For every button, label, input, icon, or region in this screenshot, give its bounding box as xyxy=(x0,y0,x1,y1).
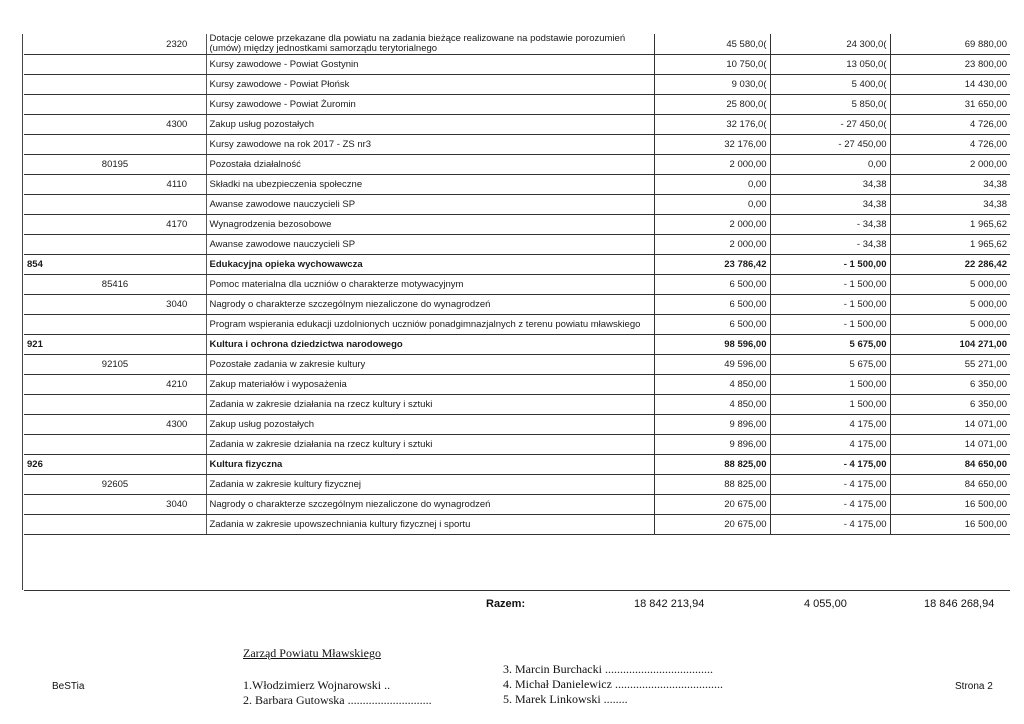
table-row xyxy=(24,275,1010,295)
chapter-code: 85416 xyxy=(82,275,148,295)
plan-value: 23 786,42 xyxy=(654,255,770,275)
total-label: Razem: xyxy=(486,598,526,610)
chapter-code xyxy=(82,455,148,475)
plan-value: 49 596,00 xyxy=(654,355,770,375)
section-code: 926 xyxy=(24,455,82,475)
change-value: - 1 500,00 xyxy=(770,315,890,335)
plan-value: 9 030,0( xyxy=(654,75,770,95)
chapter-code xyxy=(82,175,148,195)
board-title: Zarząd Powiatu Mławskiego xyxy=(243,646,381,660)
chapter-code xyxy=(82,495,148,515)
paragraph-code xyxy=(148,475,206,495)
table-row xyxy=(24,195,1010,215)
description-cell: Kultura fizyczna xyxy=(206,455,654,475)
chapter-code xyxy=(82,34,148,55)
paragraph-code: 4300 xyxy=(148,415,206,435)
plan-value: 2 000,00 xyxy=(654,155,770,175)
signatory-5: 5. Marek Linkowski ........ xyxy=(503,692,628,706)
paragraph-code xyxy=(148,315,206,335)
change-value: 5 675,00 xyxy=(770,335,890,355)
section-code xyxy=(24,515,82,535)
change-value: 0,00 xyxy=(770,155,890,175)
change-value: - 34,38 xyxy=(770,215,890,235)
after-change-value: 14 071,00 xyxy=(890,415,1010,435)
table-row xyxy=(24,175,1010,195)
description-cell: Wynagrodzenia bezosobowe xyxy=(206,215,654,235)
section-code xyxy=(24,395,82,415)
after-change-value: 4 726,00 xyxy=(890,135,1010,155)
plan-value: 2 000,00 xyxy=(654,235,770,255)
chapter-code xyxy=(82,515,148,535)
after-change-value: 1 965,62 xyxy=(890,215,1010,235)
paragraph-code xyxy=(148,395,206,415)
paragraph-code: 3040 xyxy=(148,495,206,515)
after-change-value: 69 880,00 xyxy=(890,34,1010,55)
chapter-code xyxy=(82,235,148,255)
chapter-code xyxy=(82,375,148,395)
after-change-value: 34,38 xyxy=(890,195,1010,215)
description-cell: Zadania w zakresie działania na rzecz kultury i sztuki xyxy=(206,395,654,415)
page-number: Strona 2 xyxy=(955,681,993,692)
description-cell: Zakup usług pozostałych xyxy=(206,415,654,435)
section-code: 921 xyxy=(24,335,82,355)
plan-value: 32 176,00 xyxy=(654,135,770,155)
paragraph-code xyxy=(148,235,206,255)
chapter-code xyxy=(82,215,148,235)
signatory-3: 3. Marcin Burchacki .................................... xyxy=(503,662,713,676)
section-code xyxy=(24,415,82,435)
description-cell: Kursy zawodowe na rok 2017 - ZS nr3 xyxy=(206,135,654,155)
after-change-value: 5 000,00 xyxy=(890,295,1010,315)
signatory-1: 1.Włodzimierz Wojnarowski .. xyxy=(243,678,391,692)
description-cell: Zadania w zakresie działania na rzecz kultury i sztuki xyxy=(206,435,654,455)
description-cell: Zadania w zakresie upowszechniania kultury fizycznej i sportu xyxy=(206,515,654,535)
description-cell: Kursy zawodowe - Powiat Żuromin xyxy=(206,95,654,115)
plan-value: 20 675,00 xyxy=(654,515,770,535)
section-code xyxy=(24,355,82,375)
chapter-code: 80195 xyxy=(82,155,148,175)
plan-value: 6 500,00 xyxy=(654,315,770,335)
change-value: 5 675,00 xyxy=(770,355,890,375)
section-code xyxy=(24,34,82,55)
plan-value: 0,00 xyxy=(654,175,770,195)
table-row xyxy=(24,375,1010,395)
after-change-value: 5 000,00 xyxy=(890,275,1010,295)
paragraph-code: 4300 xyxy=(148,115,206,135)
chapter-code xyxy=(82,415,148,435)
section-code xyxy=(24,235,82,255)
description-cell: Program wspierania edukacji uzdolnionych uczniów ponadgimnazjalnych z terenu powiatu mławskiego xyxy=(206,315,654,335)
table-row xyxy=(24,135,1010,155)
chapter-code xyxy=(82,335,148,355)
signatory-2: 2. Barbara Gutowska ............................ xyxy=(243,693,432,707)
change-value: - 27 450,0( xyxy=(770,115,890,135)
plan-value: 25 800,0( xyxy=(654,95,770,115)
chapter-code xyxy=(82,255,148,275)
table-row xyxy=(24,235,1010,255)
change-value: - 4 175,00 xyxy=(770,495,890,515)
change-value: 4 175,00 xyxy=(770,415,890,435)
section-code xyxy=(24,315,82,335)
section-code xyxy=(24,195,82,215)
change-value: 5 850,0( xyxy=(770,95,890,115)
section-code xyxy=(24,115,82,135)
section-code xyxy=(24,155,82,175)
chapter-code: 92105 xyxy=(82,355,148,375)
after-change-value: 14 430,00 xyxy=(890,75,1010,95)
paragraph-code xyxy=(148,135,206,155)
after-change-value: 5 000,00 xyxy=(890,315,1010,335)
paragraph-code xyxy=(148,255,206,275)
change-value: - 1 500,00 xyxy=(770,295,890,315)
after-change-value: 2 000,00 xyxy=(890,155,1010,175)
signatory-4: 4. Michał Danielewicz .................................... xyxy=(503,677,723,691)
section-code xyxy=(24,375,82,395)
paragraph-code xyxy=(148,515,206,535)
plan-value: 88 825,00 xyxy=(654,455,770,475)
chapter-code xyxy=(82,315,148,335)
plan-value: 0,00 xyxy=(654,195,770,215)
chapter-code xyxy=(82,115,148,135)
after-change-value: 14 071,00 xyxy=(890,435,1010,455)
chapter-code xyxy=(82,135,148,155)
table-row xyxy=(24,295,1010,315)
section-code xyxy=(24,275,82,295)
after-change-value: 34,38 xyxy=(890,175,1010,195)
plan-value: 32 176,0( xyxy=(654,115,770,135)
after-change-value: 22 286,42 xyxy=(890,255,1010,275)
description-cell: Zakup usług pozostałych xyxy=(206,115,654,135)
paragraph-code xyxy=(148,455,206,475)
section-code xyxy=(24,295,82,315)
change-value: 34,38 xyxy=(770,175,890,195)
table-row xyxy=(24,215,1010,235)
paragraph-code xyxy=(148,435,206,455)
description-cell: Awanse zawodowe nauczycieli SP xyxy=(206,235,654,255)
plan-value: 9 896,00 xyxy=(654,435,770,455)
section-code xyxy=(24,135,82,155)
paragraph-code xyxy=(148,75,206,95)
change-value: 24 300,0( xyxy=(770,34,890,55)
after-change-value: 16 500,00 xyxy=(890,515,1010,535)
paragraph-code xyxy=(148,155,206,175)
description-cell: Pomoc materialna dla uczniów o charakterze motywacyjnym xyxy=(206,275,654,295)
paragraph-code: 4170 xyxy=(148,215,206,235)
change-value: - 4 175,00 xyxy=(770,475,890,495)
description-cell: Zakup materiałów i wyposażenia xyxy=(206,375,654,395)
after-change-value: 16 500,00 xyxy=(890,495,1010,515)
paragraph-code xyxy=(148,95,206,115)
table-row xyxy=(24,34,1010,55)
change-value: - 34,38 xyxy=(770,235,890,255)
change-value: - 4 175,00 xyxy=(770,515,890,535)
chapter-code: 92605 xyxy=(82,475,148,495)
chapter-code xyxy=(82,55,148,75)
plan-value: 88 825,00 xyxy=(654,475,770,495)
plan-value: 98 596,00 xyxy=(654,335,770,355)
description-cell: Kursy zawodowe - Powiat Płońsk xyxy=(206,75,654,95)
table-row xyxy=(24,155,1010,175)
chapter-code xyxy=(82,395,148,415)
plan-value: 6 500,00 xyxy=(654,295,770,315)
table-row xyxy=(24,455,1010,475)
paragraph-code: 3040 xyxy=(148,295,206,315)
plan-value: 4 850,00 xyxy=(654,375,770,395)
after-change-value: 31 650,00 xyxy=(890,95,1010,115)
plan-value: 6 500,00 xyxy=(654,275,770,295)
after-change-value: 84 650,00 xyxy=(890,475,1010,495)
change-value: 1 500,00 xyxy=(770,375,890,395)
after-change-value: 104 271,00 xyxy=(890,335,1010,355)
section-code xyxy=(24,95,82,115)
change-value: 1 500,00 xyxy=(770,395,890,415)
paragraph-code xyxy=(148,335,206,355)
change-value: - 1 500,00 xyxy=(770,255,890,275)
change-value: 13 050,0( xyxy=(770,55,890,75)
table-row xyxy=(24,355,1010,375)
change-value: 4 175,00 xyxy=(770,435,890,455)
after-change-value: 23 800,00 xyxy=(890,55,1010,75)
change-value: - 27 450,00 xyxy=(770,135,890,155)
description-cell: Pozostałe zadania w zakresie kultury xyxy=(206,355,654,375)
table-row xyxy=(24,515,1010,535)
description-cell: Awanse zawodowe nauczycieli SP xyxy=(206,195,654,215)
description-cell: Zadania w zakresie kultury fizycznej xyxy=(206,475,654,495)
paragraph-code: 4110 xyxy=(148,175,206,195)
table-row xyxy=(24,115,1010,135)
total-after: 18 846 268,94 xyxy=(924,598,995,610)
section-code xyxy=(24,495,82,515)
paragraph-code: 2320 xyxy=(148,34,206,55)
change-value: - 1 500,00 xyxy=(770,275,890,295)
description-cell: Nagrody o charakterze szczególnym niezaliczone do wynagrodzeń xyxy=(206,295,654,315)
table-row xyxy=(24,335,1010,355)
paragraph-code xyxy=(148,275,206,295)
description-cell: Składki na ubezpieczenia społeczne xyxy=(206,175,654,195)
section-code: 854 xyxy=(24,255,82,275)
table-row xyxy=(24,95,1010,115)
paragraph-code xyxy=(148,55,206,75)
change-value: - 4 175,00 xyxy=(770,455,890,475)
total-row xyxy=(24,590,1010,613)
after-change-value: 4 726,00 xyxy=(890,115,1010,135)
table-row xyxy=(24,75,1010,95)
after-change-value: 55 271,00 xyxy=(890,355,1010,375)
plan-value: 4 850,00 xyxy=(654,395,770,415)
table-row xyxy=(24,415,1010,435)
paragraph-code xyxy=(148,355,206,375)
section-code xyxy=(24,435,82,455)
table-row xyxy=(24,495,1010,515)
plan-value: 10 750,0( xyxy=(654,55,770,75)
chapter-code xyxy=(82,435,148,455)
section-code xyxy=(24,215,82,235)
total-change: 4 055,00 xyxy=(804,598,847,610)
table-row xyxy=(24,475,1010,495)
chapter-code xyxy=(82,75,148,95)
plan-value: 20 675,00 xyxy=(654,495,770,515)
plan-value: 2 000,00 xyxy=(654,215,770,235)
chapter-code xyxy=(82,295,148,315)
chapter-code xyxy=(82,95,148,115)
paragraph-code: 4210 xyxy=(148,375,206,395)
plan-value: 9 896,00 xyxy=(654,415,770,435)
table-row xyxy=(24,395,1010,415)
after-change-value: 6 350,00 xyxy=(890,375,1010,395)
section-code xyxy=(24,55,82,75)
description-cell: Pozostała działalność xyxy=(206,155,654,175)
table-row xyxy=(24,315,1010,335)
table-row xyxy=(24,435,1010,455)
chapter-code xyxy=(82,195,148,215)
paragraph-code xyxy=(148,195,206,215)
after-change-value: 6 350,00 xyxy=(890,395,1010,415)
budget-table xyxy=(24,34,1010,535)
section-code xyxy=(24,475,82,495)
description-cell: Kultura i ochrona dziedzictwa narodowego xyxy=(206,335,654,355)
total-plan: 18 842 213,94 xyxy=(634,598,705,610)
description-cell: Nagrody o charakterze szczególnym niezaliczone do wynagrodzeń xyxy=(206,495,654,515)
description-cell: Dotacje celowe przekazane dla powiatu na zadania bieżące realizowane na podstawie porozumień (umów) między jednostkami samorządu terytorialnego xyxy=(206,34,654,55)
table-row xyxy=(24,255,1010,275)
description-cell: Edukacyjna opieka wychowawcza xyxy=(206,255,654,275)
section-code xyxy=(24,75,82,95)
table-row xyxy=(24,55,1010,75)
plan-value: 45 580,0( xyxy=(654,34,770,55)
table-left-border xyxy=(22,34,23,590)
change-value: 34,38 xyxy=(770,195,890,215)
description-cell: Kursy zawodowe - Powiat Gostynin xyxy=(206,55,654,75)
section-code xyxy=(24,175,82,195)
after-change-value: 1 965,62 xyxy=(890,235,1010,255)
change-value: 5 400,0( xyxy=(770,75,890,95)
left-mark: BeSTia xyxy=(52,681,85,692)
after-change-value: 84 650,00 xyxy=(890,455,1010,475)
